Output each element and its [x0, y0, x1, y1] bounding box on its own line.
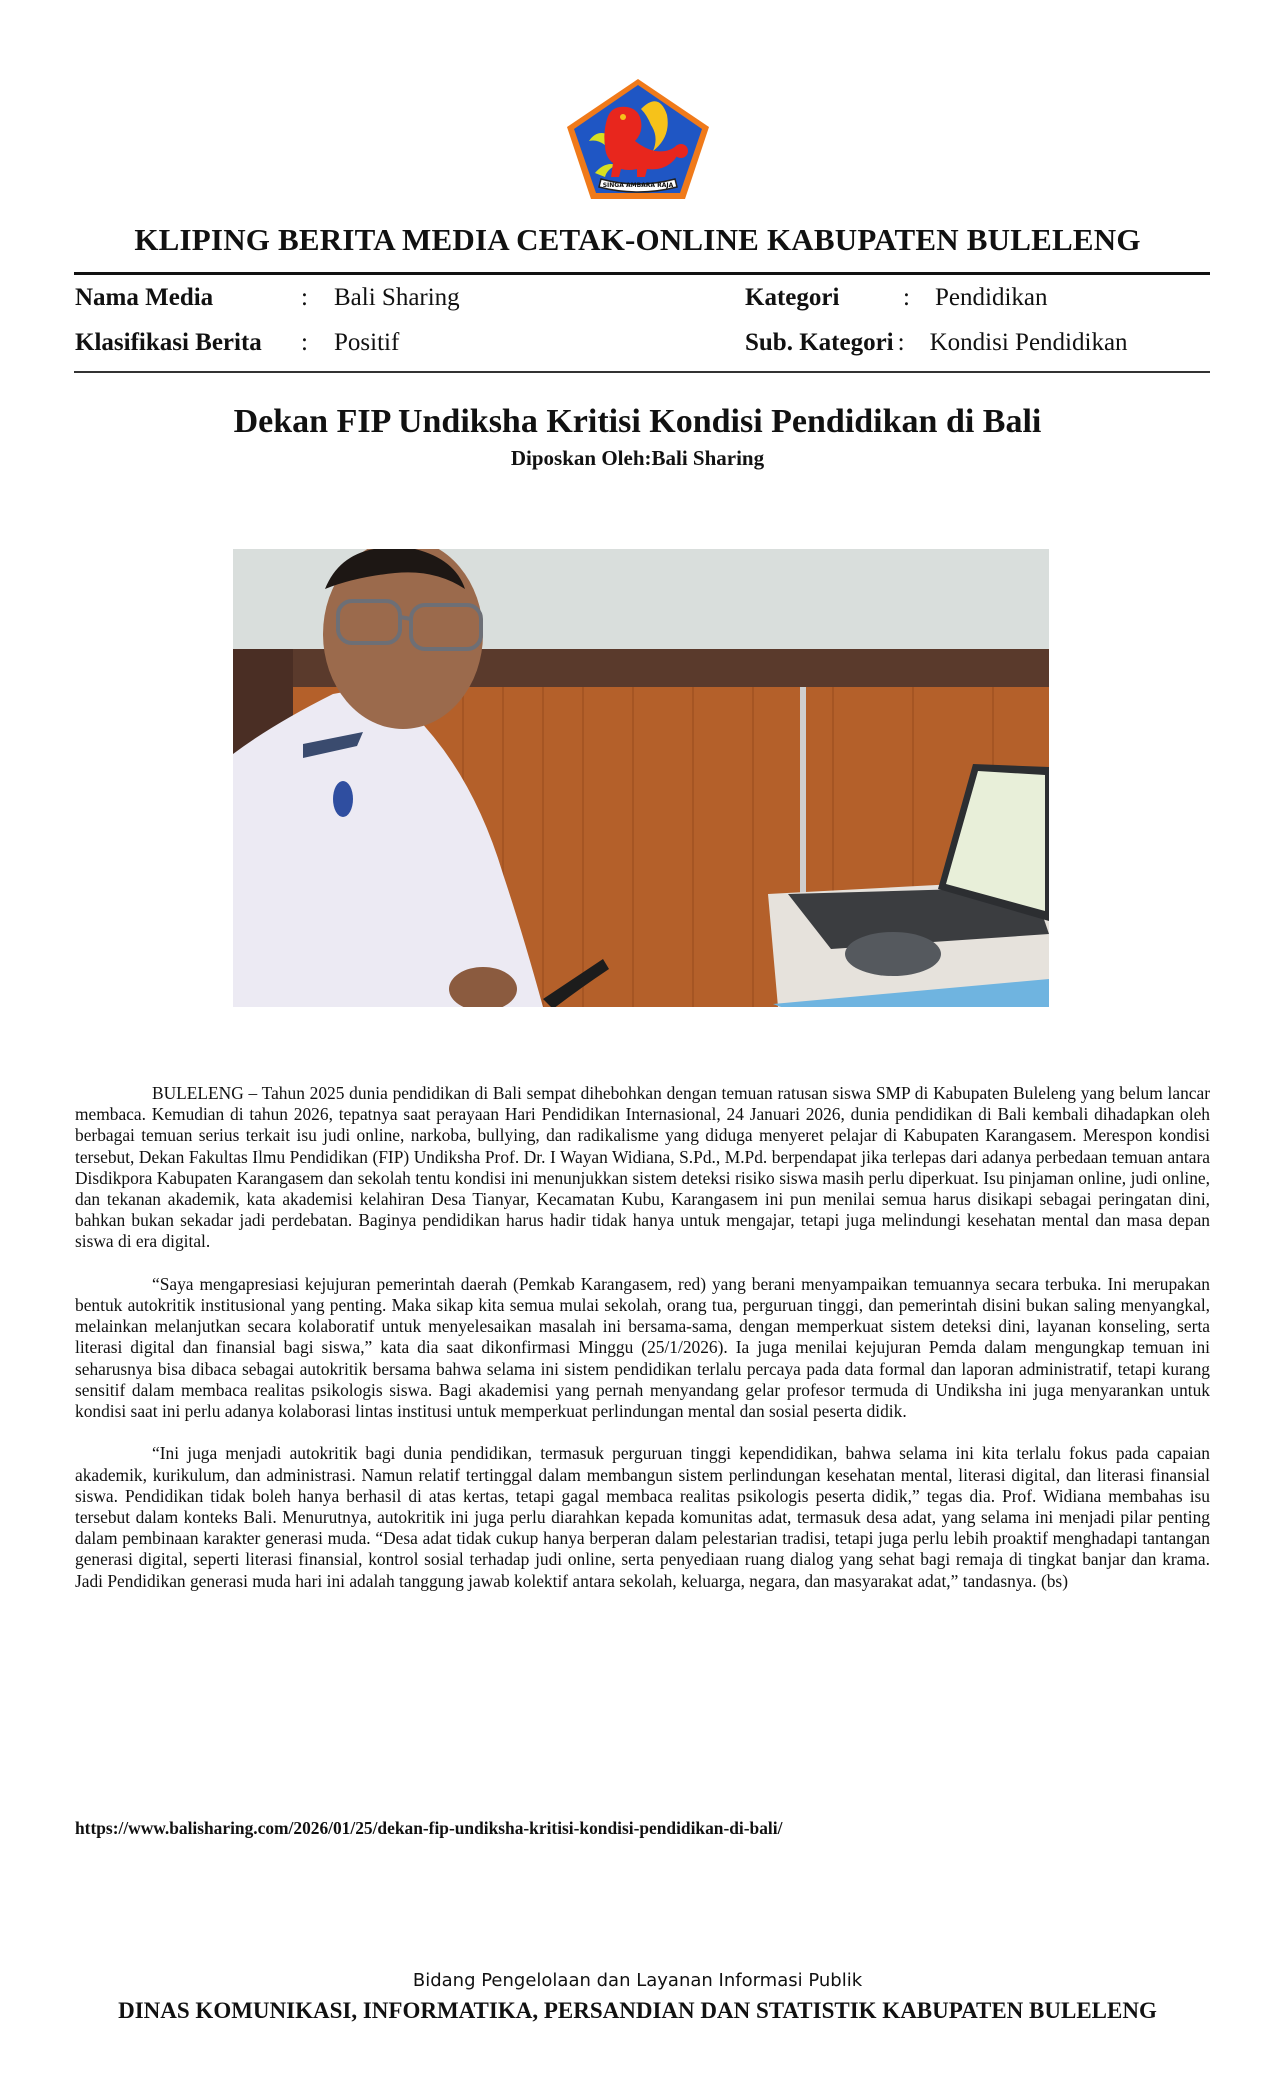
meta-label: Nama Media [75, 284, 214, 311]
meta-label: Klasifikasi Berita [75, 329, 262, 356]
footer-department: Bidang Pengelolaan dan Layanan Informasi Publik [412, 1970, 863, 1991]
meta-value: Positif [334, 329, 400, 356]
meta-label: Sub. Kategori [745, 329, 894, 356]
meta-klasifikasi-berita [75, 328, 399, 358]
article-title: Dekan FIP Undiksha Kritisi Kondisi Pendidikan di Bali [233, 403, 1042, 440]
meta-value: Pendidikan [935, 284, 1048, 311]
meta-nama-media [75, 283, 460, 313]
source-link[interactable]: https://www.balisharing.com/2026/01/25/dekan-fip-undiksha-kritisi-kondisi-pendidikan-di-bali/ [75, 1818, 783, 1838]
article-paragraph: “Ini juga menjadi autokritik bagi dunia pendidikan, termasuk perguruan tinggi kependidikan, bahwa selama ini kita terlalu fokus pada capaian akademik, kurikulum, dan administrasi. Namun relatif tertinggal dalam membangun sistem perlindungan kesehatan mental, literasi digital, dan literasi finansial siswa. Pendidikan tidak boleh hanya berhasil di atas kertas, tetapi gagal membaca realitas psikologis peserta didik,” tegas dia. Prof. Widiana membahas isu tersebut dalam konteks Bali. Menurutnya, autokritik ini juga perlu diarahkan kepada komunitas adat, termasuk desa adat, yang selama ini menjadi pilar penting dalam pembinaan karakter generasi muda. “Desa adat tidak cukup hanya berperan dalam pelestarian tradisi, tetapi juga perlu lebih proaktif menghadapi tantangan generasi digital, seperti literasi finansial, kontrol sosial terhadap judi online, serta penyediaan ruang dialog yang sehat bagi remaja di tingkat banjar dan krama. Jadi Pendidikan generasi muda hari ini adalah tanggung jawab kolektif antara sekolah, keluarga, negara, dan masyarakat adat,” tandasnya. (bs) [75, 1443, 1210, 1591]
article-byline: Diposkan Oleh:Bali Sharing [510, 446, 765, 470]
footer-agency: DINAS KOMUNIKASI, INFORMATIKA, PERSANDIAN DAN STATISTIK KABUPATEN BULELENG [118, 1998, 1157, 2023]
header-divider-top [74, 272, 1210, 275]
meta-separator: : [903, 284, 910, 311]
emblem-motto: SINGA AMBARA RAJA [602, 182, 674, 189]
meta-label: Kategori [745, 284, 840, 311]
article-photo [233, 549, 1049, 1007]
article-paragraph: BULELENG – Tahun 2025 dunia pendidikan di Bali sempat dihebohkan dengan temuan ratusan siswa SMP di Kabupaten Buleleng yang belum lancar membaca. Kemudian di tahun 2026, tepatnya saat perayaan Hari Pendidikan Internasional, 24 Januari 2026, dunia pendidikan di Bali kembali dihadapkan oleh berbagai temuan serius terkait isu judi online, narkoba, bullying, dan radikalisme yang diduga menyeret pelajar di Kabupaten Karangasem. Merespon kondisi tersebut, Dekan Fakultas Ilmu Pendidikan (FIP) Undiksha Prof. Dr. I Wayan Widiana, S.Pd., M.Pd. berpendapat jika terlepas dari adanya perbedaan temuan antara Disdikpora Kabupaten Karangasem dan sekolah tentu kondisi ini menunjukkan sistem deteksi risiko siswa masih perlu diperkuat. Isu pinjaman online, judi online, dan tekanan akademik, kata akademisi kelahiran Desa Tianyar, Kecamatan Kubu, Karangasem ini pun menilai semua harus disikapi sebagai peringatan dini, bahkan bukan sekadar jadi perdebatan. Baginya pendidikan harus hadir tidak hanya untuk mengajar, tetapi juga melindungi kesehatan mental dan masa depan siswa di era digital. [75, 1083, 1210, 1252]
meta-kategori [745, 283, 1048, 313]
meta-value: Bali Sharing [334, 284, 460, 311]
meta-separator: : [301, 284, 308, 311]
article-paragraph: “Saya mengapresiasi kejujuran pemerintah daerah (Pemkab Karangasem, red) yang berani menyampaikan temuannya secara terbuka. Ini merupakan bentuk autokritik institusional yang penting. Maka sikap kita semua mulai sekolah, orang tua, perguruan tinggi, dan pemerintah disini bukan saling menyangkal, melainkan melanjutkan secara kolaboratif untuk menyelesaikan masalah ini bersama-sama, dengan memperkuat sistem deteksi dini, layanan konseling, serta literasi digital dan finansial bagi siswa,” kata dia saat dikonfirmasi Minggu (25/1/2026). Ia juga menilai kejujuran Pemda dalam mengungkap temuan ini seharusnya bisa dibaca sebagai autokritik bersama bahwa selama ini sistem pendidikan terlalu percaya pada data formal dan laporan administratif, tetapi kurang sensitif dalam membaca realitas psikologis siswa. Bagi akademisi yang pernah menyandang gelar profesor termuda di Undiksha ini juga menyarankan untuk kondisi saat ini perlu adanya kolaborasi lintas institusi untuk memperkuat perlindungan mental dan sosial peserta didik. [75, 1273, 1210, 1422]
document-title: KLIPING BERITA MEDIA CETAK-ONLINE KABUPATEN BULELENG [134, 222, 1141, 257]
meta-value: Kondisi Pendidikan [929, 329, 1128, 356]
buleleng-emblem-logo [563, 75, 713, 203]
singa-ambara-raja-emblem-icon [563, 75, 713, 203]
meta-sub-kategori [745, 328, 1128, 358]
meta-separator: : [897, 329, 905, 356]
meta-separator: : [301, 329, 308, 356]
header-divider-bottom [74, 371, 1210, 373]
article-body [75, 1083, 1210, 1613]
